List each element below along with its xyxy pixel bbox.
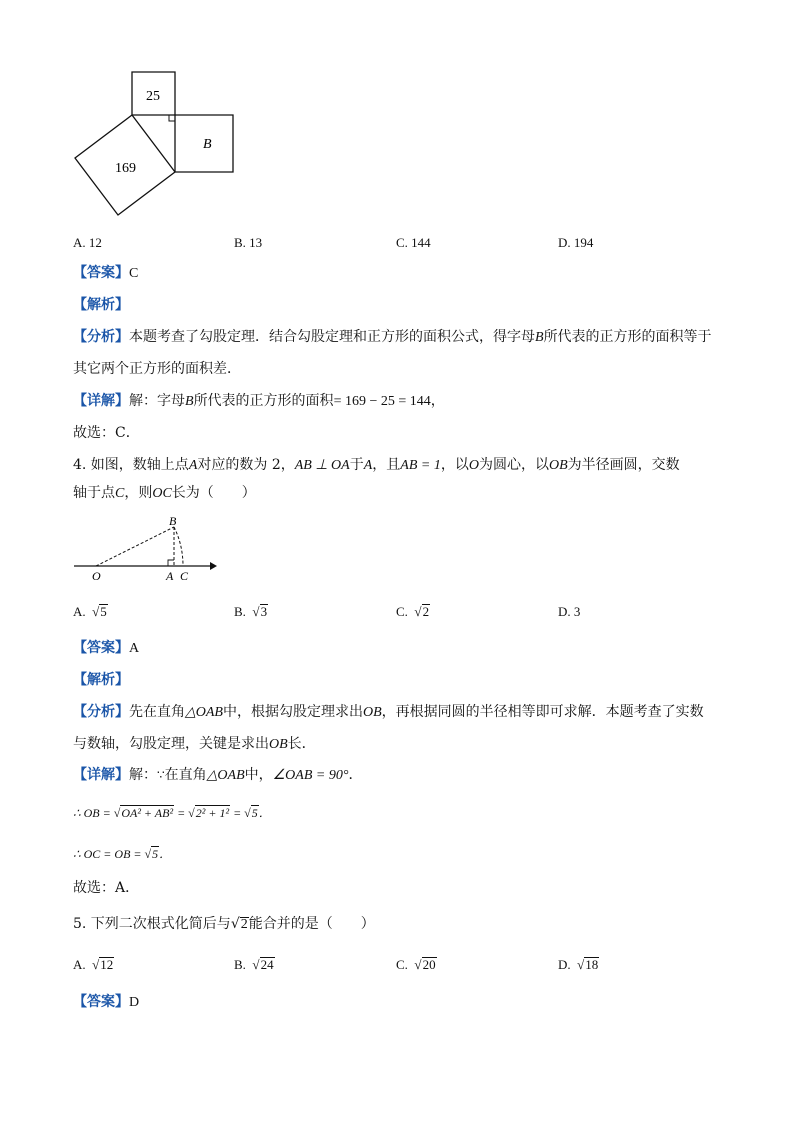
perp-expr: AB ⊥ OA	[294, 458, 350, 473]
point-o: O	[468, 458, 479, 473]
xiangjie-text: ．	[348, 767, 363, 783]
q3-fenxi-line1	[73, 328, 712, 347]
point-a: A	[188, 458, 198, 473]
xiangjie-end: ，	[430, 393, 445, 409]
q5-option-d[interactable]: D. √18	[558, 957, 599, 972]
xiangjie-text: 解：	[129, 767, 157, 783]
q4-option-a[interactable]: A. √5	[73, 604, 107, 619]
var-b: B	[535, 330, 544, 345]
q5-stem: 5. 下列二次根式化简后与√2能合并的是（ ）	[73, 916, 375, 932]
option-label: C.	[396, 957, 408, 972]
q4-fenxi-line1	[73, 703, 704, 722]
q4-choose: 故选：A．	[73, 880, 140, 896]
fenxi-text: 中，根据勾股定理求出	[222, 704, 363, 720]
option-label: A.	[73, 957, 86, 972]
answer-tag: 【答案】	[73, 640, 129, 656]
fenxi-text-b: 所代表的正方形的面积等于	[543, 329, 712, 345]
q4-option-d[interactable]: D. 3	[558, 604, 581, 619]
fenxi-text: 本题考查了勾股定理．结合勾股定理和正方形的面积公式，得字母	[129, 329, 535, 345]
step-text: =	[230, 806, 245, 820]
xiangjie-text: 在直角	[164, 767, 207, 783]
xiangjie-text: 中，	[244, 767, 273, 783]
label-b: B	[169, 514, 177, 528]
fenxi-text: 长．	[287, 736, 316, 752]
q4-step2: ∴ OC = OB = √5．	[73, 847, 172, 861]
radicand: 20	[422, 957, 436, 972]
radicand: 18	[585, 957, 599, 972]
step-text: ．	[258, 806, 271, 820]
q5-answer	[73, 993, 139, 1012]
q4-text: 轴于点	[73, 485, 115, 501]
option-label: B.	[234, 604, 246, 619]
point-a: A	[363, 458, 373, 473]
q5-option-c[interactable]: C. √20	[396, 957, 436, 972]
q4-text: 为半径画圆，交数	[567, 457, 680, 473]
fenxi-tag: 【分析】	[73, 704, 129, 720]
label-c: C	[180, 569, 189, 583]
step-text: ．	[159, 847, 172, 861]
step-text: ∴ OB =	[73, 806, 114, 820]
xiangjie-tag: 【详解】	[73, 393, 129, 409]
right-angle-mark	[168, 560, 174, 566]
xiangjie-text-b: 所代表的正方形的面积	[193, 393, 334, 409]
q3-xiangjie	[73, 392, 445, 411]
answer-tag: 【答案】	[73, 265, 129, 281]
segment-ob	[96, 527, 174, 566]
option-label: B.	[234, 957, 246, 972]
radicand: 5	[152, 847, 159, 861]
q4-xiangjie	[73, 766, 362, 785]
q4-step1: ∴ OB = √OA² + AB² = √2² + 1² = √5．	[73, 806, 271, 820]
radicand: 24	[260, 957, 274, 972]
q4-text: 长为（ ）	[171, 485, 256, 501]
answer-value: A	[129, 641, 140, 656]
segment-ob: OB	[362, 705, 382, 720]
segment-oc: OC	[152, 486, 172, 501]
radicand: 5	[251, 806, 258, 820]
var-b: B	[185, 394, 194, 409]
q3-option-a[interactable]: A. 12	[73, 235, 102, 250]
label-a: A	[166, 569, 174, 583]
radicand: 12	[100, 957, 114, 972]
q4-text: ，且	[372, 457, 401, 473]
answer-value: D	[129, 995, 140, 1010]
fenxi-text: 与数轴，勾股定理，关键是求出	[73, 736, 269, 752]
triangle-oab: △OAB	[206, 768, 245, 783]
segment-ob: OB	[269, 737, 288, 752]
option-label: A.	[73, 604, 86, 619]
q5-text: 5. 下列二次根式化简后与	[73, 916, 231, 932]
answer-value: C	[129, 266, 139, 281]
q4-stem-line1	[73, 456, 680, 475]
label-o: O	[92, 569, 101, 583]
angle-expr: ∠OAB = 90°	[272, 768, 349, 783]
because-icon: ∵	[157, 768, 165, 782]
xiangjie-text: 解：字母	[129, 393, 185, 409]
xiangjie-tag: 【详解】	[73, 767, 129, 783]
option-label: C.	[396, 604, 408, 619]
q4-option-b[interactable]: B. √3	[234, 604, 268, 619]
label-25: 25	[146, 89, 160, 104]
q5-option-a[interactable]: A. √12	[73, 957, 114, 972]
triangle-oab: △OAB	[185, 705, 223, 720]
q5-text: 能合并的是（ ）	[248, 916, 375, 932]
segment-ob: OB	[548, 458, 568, 473]
radicand: 3	[260, 604, 268, 619]
arrow-head	[210, 562, 217, 570]
label-b: B	[203, 137, 212, 152]
q3-option-d[interactable]: D. 194	[558, 235, 594, 250]
q3-answer	[73, 264, 138, 283]
answer-tag: 【答案】	[73, 994, 129, 1010]
radicand: 2	[422, 604, 430, 619]
q4-text: ，以	[440, 457, 469, 473]
right-angle-mark	[169, 115, 175, 121]
q3-fenxi-line2: 其它两个正方形的面积差．	[73, 361, 241, 377]
radicand: 2	[240, 917, 248, 932]
label-169: 169	[115, 161, 136, 176]
fenxi-tag: 【分析】	[73, 329, 129, 345]
fenxi-text: ，再根据同圆的半径相等即可求解．本题考查了实数	[381, 704, 704, 720]
radicand: 2² + 1²	[195, 806, 230, 820]
q3-analysis-heading	[73, 296, 129, 314]
q3-option-c[interactable]: C. 144	[396, 235, 431, 250]
option-label: D.	[558, 957, 571, 972]
q5-option-b[interactable]: B. √24	[234, 957, 274, 972]
q4-stem-line2	[73, 484, 256, 503]
arc-bc	[174, 527, 183, 566]
analysis-tag: 【解析】	[73, 297, 129, 313]
q4-text: ，则	[124, 485, 153, 501]
point-c: C	[115, 486, 125, 501]
q4-text: 4. 如图，数轴上点	[73, 457, 189, 473]
q4-answer	[73, 639, 139, 658]
q4-text: 为圆心，以	[478, 457, 549, 473]
step-text: =	[174, 806, 189, 820]
q4-text: 对应的数为 2，	[197, 457, 295, 473]
analysis-tag: 【解析】	[73, 672, 129, 688]
q4-fenxi-line2	[73, 735, 316, 754]
xiangjie-formula: = 169 − 25 = 144	[333, 394, 431, 409]
radicand: OA² + AB²	[121, 806, 174, 820]
q4-analysis-heading	[73, 671, 129, 689]
number-line-figure	[68, 512, 220, 584]
pythagoras-squares-figure	[60, 64, 250, 224]
q3-choose: 故选：C．	[73, 425, 140, 441]
q4-text: 于	[349, 457, 364, 473]
radicand: 5	[100, 604, 107, 619]
q3-option-b[interactable]: B. 13	[234, 235, 263, 250]
step-text: ∴ OC = OB =	[73, 847, 145, 861]
fenxi-text: 先在直角	[129, 704, 185, 720]
eq-expr: AB = 1	[400, 458, 441, 473]
q4-option-c[interactable]: C. √2	[396, 604, 430, 619]
